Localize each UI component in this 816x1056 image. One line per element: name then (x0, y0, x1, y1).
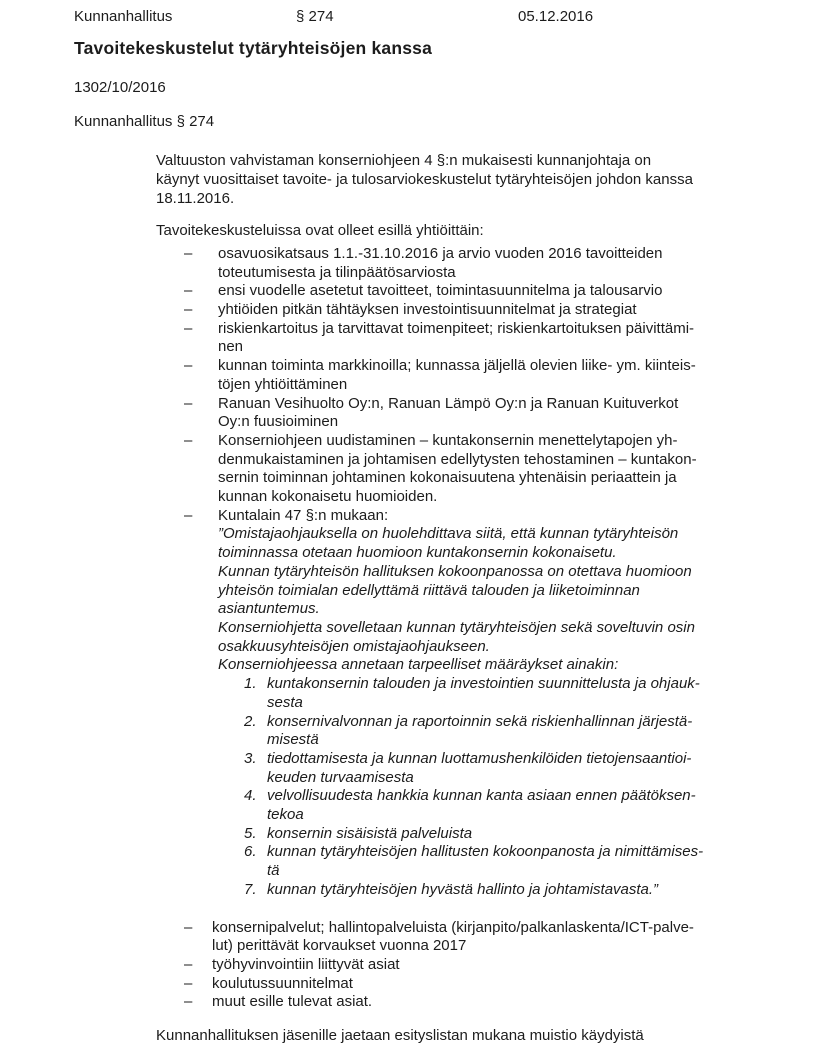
dash-bullet: – (184, 319, 193, 337)
list-item (156, 432, 816, 507)
list-item (156, 245, 816, 282)
quote-line: yhteisön toimialan edellyttämä riittävä talouden ja liiketoiminnan (218, 581, 640, 599)
numbered-item-lines (267, 750, 816, 787)
list-item-lines (212, 956, 816, 975)
paragraph-line: 18.11.2016. (156, 189, 235, 207)
page-title: Tavoitekeskustelut tytäryhteisöjen kanssa (74, 37, 433, 58)
other-topics-list (156, 919, 816, 1013)
list-item-line: riskienkartoitus ja tarvittavat toimenpiteet; riskienkartoituksen päivittämi- (218, 319, 695, 337)
numbered-item-line: kuntakonsernin talouden ja investointien suunnittelusta ja ohjauk- (267, 675, 700, 693)
header-committee: Kunnanhallitus (74, 8, 173, 25)
list-item-lines (218, 301, 816, 320)
list-item-lines (218, 507, 816, 900)
numbered-item-line: konsernin sisäisistä palveluista (267, 824, 473, 842)
list-item (156, 975, 816, 994)
list-item-lines (212, 975, 816, 994)
dash-bullet: – (184, 394, 193, 412)
list-item-line: koulutussuunnitelmat (212, 974, 353, 992)
closing-paragraph: Kunnanhallituksen jäsenille jaetaan esityslistan mukana muistio käydyistä (156, 1027, 644, 1045)
quote-line: asiantuntemus. (218, 600, 320, 618)
dash-bullet: – (184, 301, 193, 319)
numbered-item-line: kunnan tytäryhteisöjen hallitusten kokoonpanosta ja nimittämises- (267, 843, 704, 861)
list-item (156, 320, 816, 357)
quote-line: toiminnassa otetaan huomioon kuntakonsernin kokonaisetu. (218, 544, 617, 562)
dash-bullet: – (184, 974, 193, 992)
numbered-item (218, 825, 816, 844)
list-item-lines (218, 320, 816, 357)
list-item-line: Kuntalain 47 §:n mukaan: (218, 506, 389, 524)
paragraph-line: käynyt vuosittaiset tavoite- ja tulosarviokeskustelut tytäryhteisöjen johdon kanssa (156, 170, 693, 188)
dash-bullet: – (184, 282, 193, 300)
numbered-item-lines (267, 787, 816, 824)
numbered-item (218, 713, 816, 750)
dash-bullet: – (184, 955, 193, 973)
numbered-item-line: tiedottamisesta ja kunnan luottamushenkilöiden tietojensaantioi- (267, 749, 692, 767)
numbered-item-lines (267, 843, 816, 880)
quote-line: ”Omistajaohjauksella on huolehdittava siitä, että kunnan tytäryhteisön (218, 525, 679, 543)
quote-line: osakkuusyhteisöjen omistajaohjaukseen. (218, 637, 490, 655)
list-item-lines (218, 357, 816, 394)
list-item (156, 993, 816, 1012)
list-item-lines (218, 432, 816, 507)
list-item-line: ensi vuodelle asetetut tavoitteet, toimintasuunnitelma ja talousarvio (218, 282, 663, 300)
item-number: 6. (244, 843, 257, 861)
numbered-item-lines (267, 825, 816, 844)
quote-line: Konserniohjetta sovelletaan kunnan tytäryhteisöjen sekä soveltuvin osin (218, 618, 695, 636)
list-item-line: Oy:n fuusioiminen (218, 413, 339, 431)
list-item-line: Ranuan Vesihuolto Oy:n, Ranuan Lämpö Oy:n ja Ranuan Kuituverkot (218, 394, 679, 412)
item-number: 7. (244, 880, 257, 898)
list-item-lines (212, 919, 816, 956)
list-item-line: kunnan toiminta markkinoilla; kunnassa jäljellä olevien liike- ym. kiinteis- (218, 357, 696, 375)
numbered-item (218, 675, 816, 712)
list-item (156, 357, 816, 394)
quote-line: Konserniohjeessa annetaan tarpeelliset määräykset ainakin: (218, 656, 619, 674)
case-number: 1302/10/2016 (74, 78, 166, 96)
numbered-item-line: konsernivalvonnan ja raportoinnin sekä riskienhallinnan järjestä- (267, 712, 693, 730)
topics-list (156, 245, 816, 900)
numbered-item (218, 843, 816, 880)
list-item-line: lut) perittävät korvaukset vuonna 2017 (212, 937, 467, 955)
item-number: 5. (244, 824, 257, 842)
item-number: 1. (244, 675, 257, 693)
numbered-item-lines (267, 675, 816, 712)
numbered-item-line: sesta (267, 693, 303, 711)
list-item-line: osavuosikatsaus 1.1.-31.10.2016 ja arvio vuoden 2016 tavoitteiden (218, 244, 663, 262)
list-item-line: yhtiöiden pitkän tähtäyksen investointisuunnitelmat ja strategiat (218, 301, 637, 319)
section-reference: Kunnanhallitus § 274 (74, 113, 215, 131)
item-number: 4. (244, 787, 257, 805)
list-item-line: Konserniohjeen uudistaminen – kuntakonsernin menettelytapojen yh- (218, 431, 678, 449)
numbered-item-lines (267, 881, 816, 900)
item-number: 2. (244, 712, 257, 730)
list-item (156, 956, 816, 975)
numbered-item (218, 787, 816, 824)
list-item-kuntalaki (156, 507, 816, 900)
dash-bullet: – (184, 244, 193, 262)
dash-bullet: – (184, 918, 193, 936)
numbered-item-line: keuden turvaamisesta (267, 768, 414, 786)
list-item (156, 919, 816, 956)
statute-quote (218, 525, 816, 899)
list-item-line: työhyvinvointiin liittyvät asiat (212, 955, 400, 973)
document-body (156, 152, 816, 1046)
numbered-item-lines (267, 713, 816, 750)
list-item-line: nen (218, 338, 244, 356)
statute-numbered-list (218, 675, 816, 899)
quote-line: Kunnan tytäryhteisön hallituksen kokoonpanossa on otettava huomioon (218, 562, 692, 580)
numbered-item (218, 881, 816, 900)
list-item (156, 395, 816, 432)
list-item-line: konsernipalvelut; hallintopalveluista (kirjanpito/palkanlaskenta/ICT-palve- (212, 918, 694, 936)
list-item-line: töjen yhtiöittäminen (218, 375, 348, 393)
dash-bullet: – (184, 357, 193, 375)
list-item (156, 301, 816, 320)
list-intro: Tavoitekeskusteluissa ovat olleet esillä yhtiöittäin: (156, 222, 484, 240)
numbered-item-line: misestä (267, 731, 319, 749)
numbered-item (218, 750, 816, 787)
header-section-number: § 274 (296, 8, 334, 25)
list-item (156, 282, 816, 301)
item-number: 3. (244, 749, 257, 767)
list-item-line: kunnan kokonaisetu huomioiden. (218, 488, 438, 506)
dash-bullet: – (184, 431, 193, 449)
dash-bullet: – (184, 993, 193, 1011)
numbered-item-line: tekoa (267, 806, 304, 824)
paragraph-line: Valtuuston vahvistaman konserniohjeen 4 §:n mukaisesti kunnanjohtaja on (156, 152, 652, 170)
list-item-lines (218, 282, 816, 301)
intro-paragraph (156, 152, 816, 208)
numbered-item-line: tä (267, 862, 280, 880)
list-item-lines (218, 395, 816, 432)
numbered-item-line: velvollisuudesta hankkia kunnan kanta asiaan ennen päätöksen- (267, 787, 696, 805)
list-item-line: muut esille tulevat asiat. (212, 993, 373, 1011)
list-item-line: toteutumisesta ja tilinpäätösarviosta (218, 263, 456, 281)
list-item-line: sernin toiminnan johtaminen kokonaisuutena yhtenäisin periaattein ja (218, 469, 677, 487)
list-item-line: denmukaistaminen ja johtamisen edellytysten tehostaminen – kuntakon- (218, 450, 697, 468)
dash-bullet: – (184, 506, 193, 524)
numbered-item-line: kunnan tytäryhteisöjen hyvästä hallinto ja johtamistavasta.” (267, 880, 659, 898)
list-item-lines (218, 245, 816, 282)
header-date: 05.12.2016 (518, 8, 594, 25)
document-header (74, 0, 816, 27)
list-item-lines (212, 993, 816, 1012)
